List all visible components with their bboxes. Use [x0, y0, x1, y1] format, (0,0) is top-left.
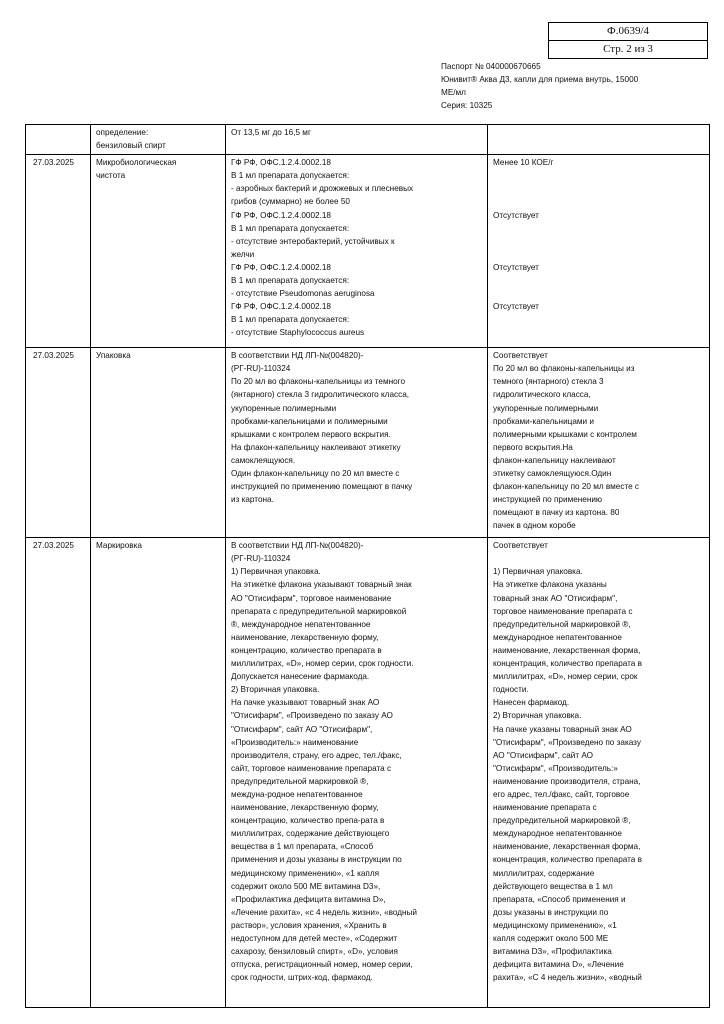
result-line: 2) Вторичная упаковка.: [493, 711, 582, 721]
table-row: [26, 348, 710, 538]
result-line: гидролитического класса,: [493, 390, 591, 400]
result-line: [493, 274, 706, 287]
requirement-line: укупоренные полимерными: [231, 403, 337, 413]
requirement-line: препарата с предупредительной маркировкой: [231, 606, 407, 616]
requirement-line: Один флакон-капельницу по 20 мл вместе с: [231, 469, 400, 479]
date-cell: 27.03.2025: [26, 155, 91, 348]
requirement-line: «Производитель:» наименование: [231, 737, 359, 747]
result-line: концентрация, количество препарата в: [493, 659, 642, 669]
indicator-cell: [91, 125, 226, 155]
result-line: [493, 222, 706, 235]
requirement-line: - аэробных бактерий и дрожжевых и плесневых: [231, 184, 414, 194]
indicator-cell: [91, 538, 226, 1008]
requirement-line: желчи: [231, 249, 255, 259]
result-line: инструкцией по применению: [493, 495, 603, 505]
requirement-cell: [226, 125, 488, 155]
requirement-line: недоступном для детей месте», «Содержит: [231, 934, 398, 943]
result-line: помещают в пачку из картона. 80: [493, 508, 620, 518]
requirement-line: В 1 мл препарата допускается:: [231, 315, 350, 325]
result-line: [493, 169, 706, 182]
requirement-line: ГФ РФ, ОФС.1.2.4.0002.18: [231, 158, 331, 168]
requirement-line: На флакон-капельницу наклеивают этикетку: [231, 442, 401, 452]
result-line: наименование препарата с: [493, 803, 597, 813]
result-cell: [488, 125, 710, 155]
result-line: Менее 10 КОЕ/г: [493, 158, 554, 168]
result-line: "Отисифарм", «Произведено по заказу: [493, 737, 641, 747]
requirement-line: медицинскому применению», «1 капля: [231, 868, 380, 878]
result-line: этикетку самоклеящуюся.Один: [493, 469, 612, 479]
result-line: На этикетке флакона указаны: [493, 580, 607, 590]
indicator-line: определение:: [96, 128, 149, 137]
requirement-line: междуна-родное непатентованное: [231, 789, 363, 799]
result-line: препарата, «Способ применения и: [493, 894, 626, 904]
requirement-line: По 20 мл во флаконы-капельницы из темного: [231, 377, 406, 387]
result-line: международное непатентованное: [493, 632, 622, 642]
requirement-line: В 1 мл препарата допускается:: [231, 223, 350, 233]
requirement-line: предупредительной маркировкой ®,: [231, 776, 369, 786]
indicator-line: Маркировка: [96, 541, 142, 551]
result-line: предупредительной маркировкой ®,: [493, 619, 631, 629]
requirement-line: (РГ-RU)-110324: [231, 364, 291, 374]
result-line: Нанесен фармакод.: [493, 698, 570, 708]
requirement-line: «Лечение рахита», «с 4 недель жизни», «водный: [231, 907, 418, 917]
result-line: полимерными крышками с контролем: [493, 429, 637, 439]
indicator-line: бензиловый спирт: [96, 141, 166, 151]
requirement-line: срок годности, штрих-код, фармакод.: [231, 973, 373, 983]
form-code-box: [548, 22, 708, 59]
result-line: товарный знак АО "Отисифарм",: [493, 593, 618, 603]
requirement-line: "Отисифарм", «Произведено по заказу АО: [231, 711, 393, 721]
result-line: [493, 182, 706, 195]
date-cell: 27.03.2025: [26, 348, 91, 538]
result-line: миллилитрах, содержание: [493, 868, 595, 878]
requirement-line: концентрацию, количество препарата в: [231, 645, 382, 655]
result-line: дефицита витамина D», «Лечение: [493, 960, 624, 970]
result-line: [493, 287, 706, 300]
requirement-line: "Отисифарм", сайт АО "Отисифарм",: [231, 724, 373, 734]
requirement-line: применения и дозы указаны в инструкции по: [231, 855, 402, 865]
requirement-line: - отсутствие энтеробактерий, устойчивых к: [231, 236, 395, 246]
result-line: [493, 248, 706, 261]
result-line: пачек в одном коробе: [493, 521, 576, 531]
requirement-line: производителя, страну, его адрес, тел./факс,: [231, 750, 402, 760]
results-table: [25, 124, 710, 1008]
result-cell: [488, 538, 710, 1008]
requirement-line: наименование, лекарственную форму,: [231, 803, 379, 813]
result-line: [493, 235, 706, 248]
result-line: рахита», «С 4 недель жизни», «водный: [493, 973, 642, 983]
requirement-line: В 1 мл препарата допускается:: [231, 276, 350, 286]
indicator-line: Микробиологическая: [96, 158, 177, 168]
requirement-line: - отсутствие Staphylococcus aureus: [231, 328, 365, 338]
result-line: его адрес, тел./факс, сайт, торговое: [493, 789, 630, 799]
result-line: На пачке указаны товарный знак АО: [493, 724, 632, 734]
requirement-line: сайт, торговое наименование препарата с: [231, 763, 392, 773]
passport-line: МЕ/мл: [441, 88, 466, 97]
form-code: Ф.0639/4: [607, 25, 649, 37]
result-line: Отсутствует: [493, 302, 539, 312]
indicator-cell: [91, 155, 226, 348]
result-line: 1) Первичная упаковка.: [493, 567, 583, 577]
result-line: АО "Отисифарм", сайт АО: [493, 750, 594, 760]
requirement-line: отпуска, регистрационный номер, номер серии,: [231, 960, 413, 970]
requirement-line: содержит около 500 МЕ витамина D3»,: [231, 881, 381, 891]
table-row: [26, 538, 710, 1008]
requirement-line: пробками-капельницами и полимерными: [231, 416, 388, 426]
result-line: По 20 мл во флаконы-капельницы из: [493, 364, 635, 374]
result-cell: [488, 348, 710, 538]
result-line: Соответствует: [493, 351, 548, 361]
requirement-line: На пачке указывают товарный знак АО: [231, 698, 380, 708]
requirement-line: самоклеящуюся.: [231, 455, 296, 465]
requirement-line: сахарозу, бензиловый спирт», «D», условия: [231, 947, 398, 957]
result-line: флакон-капельницу наклеивают: [493, 455, 616, 465]
requirement-line: В соответствии НД ЛП-№(004820)-: [231, 541, 364, 551]
requirement-line: В соответствии НД ЛП-№(004820)-: [231, 351, 364, 361]
requirement-line: АО "Отисифарм", торговое наименование: [231, 593, 392, 603]
requirement-line: концентрацию, количество препа-рата в: [231, 816, 385, 826]
date-cell: 27.03.2025: [26, 538, 91, 1008]
requirement-line: инструкцией по применению помещают в пачку: [231, 482, 413, 492]
result-line: международное непатентованное: [493, 829, 622, 839]
result-line: первого вскрытия.На: [493, 442, 573, 452]
requirement-cell: [226, 155, 488, 348]
requirement-line: Допускается нанесение фармакода.: [231, 672, 370, 682]
requirement-line: из картона.: [231, 495, 274, 505]
date-cell: [26, 125, 91, 155]
result-line: флакон-капельницу по 20 мл вместе с: [493, 482, 640, 492]
indicator-line: чистота: [96, 171, 126, 181]
requirement-line: От 13,5 мг до 16,5 мг: [231, 128, 311, 137]
result-line: наименование, лекарственная форма,: [493, 842, 641, 852]
passport-line: Паспорт № 040000670665: [441, 62, 541, 71]
result-line: пробками-капельницами и: [493, 416, 594, 426]
result-line: "Отисифарм", «Производитель:»: [493, 763, 618, 773]
requirement-line: На этикетке флакона указывают товарный знак: [231, 580, 412, 590]
result-line: Отсутствует: [493, 262, 539, 272]
result-line: миллилитрах, «D», номер серии, срок: [493, 672, 638, 682]
result-cell: [488, 155, 710, 348]
result-line: [493, 552, 706, 565]
requirement-line: наименование, лекарственную форму,: [231, 632, 379, 642]
requirement-cell: [226, 348, 488, 538]
indicator-line: Упаковка: [96, 351, 131, 361]
result-line: медицинскому применению», «1: [493, 920, 617, 930]
requirement-line: 2) Вторичная упаковка.: [231, 685, 320, 695]
result-line: укупоренные полимерными: [493, 403, 599, 413]
requirement-line: ГФ РФ, ОФС.1.2.4.0002.18: [231, 262, 331, 272]
page-number: Стр. 2 из 3: [549, 40, 707, 58]
requirement-line: (РГ-RU)-110324: [231, 554, 291, 564]
result-line: [493, 126, 706, 139]
requirement-line: 1) Первичная упаковка.: [231, 567, 321, 577]
indicator-cell: [91, 348, 226, 538]
passport-line: Юнивит® Аква Д3, капли для приема внутрь, 15000: [441, 75, 639, 84]
requirement-line: (янтарного) стекла 3 гидролитического класса,: [231, 390, 410, 400]
result-line: дозы указаны в инструкции по: [493, 907, 609, 917]
result-line: витамина D3», «Профилактика: [493, 947, 612, 957]
requirement-cell: [226, 538, 488, 1008]
requirement-line: ГФ РФ, ОФС.1.2.4.0002.18: [231, 210, 331, 220]
result-line: наименование производителя, страна,: [493, 776, 641, 786]
result-line: торговое наименование препарата с: [493, 606, 633, 616]
requirement-line: ГФ РФ, ОФС.1.2.4.0002.18: [231, 302, 331, 312]
requirement-line: - отсутствие Pseudomonas aeruginosa: [231, 289, 375, 299]
requirement-line: «Профилактика дефицита витамина D»,: [231, 894, 386, 904]
requirement-line: вещества в 1 мл препарата, «Способ: [231, 842, 374, 852]
result-line: темного (янтарного) стекла 3: [493, 377, 604, 387]
result-line: [493, 195, 706, 208]
passport-line: Серия: 10325: [441, 101, 493, 110]
table-row: [26, 125, 710, 155]
requirement-line: ®, международное непатентованное: [231, 619, 371, 629]
result-line: Соответствует: [493, 541, 548, 551]
requirement-line: миллилитрах, «D», номер серии, срок годности.: [231, 659, 414, 669]
result-line: концентрация, количество препарата в: [493, 855, 642, 865]
requirement-line: В 1 мл препарата допускается:: [231, 171, 350, 181]
result-line: наименование, лекарственная форма,: [493, 645, 641, 655]
requirement-line: раствор», условия хранения, «Хранить в: [231, 920, 387, 930]
result-line: Отсутствует: [493, 210, 539, 220]
result-line: предупредительной маркировкой ®,: [493, 816, 631, 826]
result-line: капля содержит около 500 МЕ: [493, 934, 609, 943]
requirement-line: миллилитрах, содержание действующего: [231, 829, 390, 839]
requirement-line: грибов (суммарно) не более 50: [231, 197, 350, 207]
result-line: действующего вещества в 1 мл: [493, 881, 613, 891]
passport-header: [441, 60, 681, 112]
table-row: [26, 155, 710, 348]
requirement-line: крышками с контролем первого вскрытия.: [231, 429, 391, 439]
result-line: годности.: [493, 685, 529, 695]
